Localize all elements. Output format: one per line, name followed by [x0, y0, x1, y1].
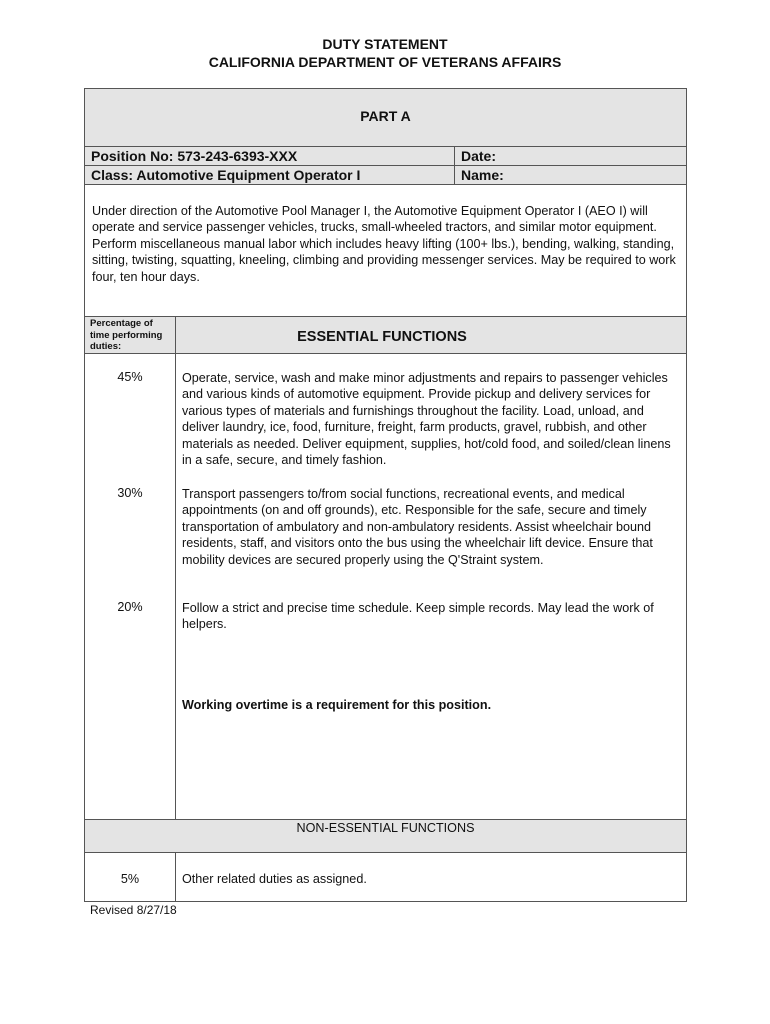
summary-section: [84, 184, 687, 317]
part-a-header: [84, 88, 687, 147]
non-essential-heading: NON-ESSENTIAL FUNCTIONS: [296, 821, 475, 835]
essential-functions-heading: ESSENTIAL FUNCTIONS: [297, 329, 467, 345]
name-label: Name:: [461, 167, 504, 183]
position-number: Position No: 573-243-6393-XXX: [91, 148, 298, 164]
non-essential-header: [84, 819, 687, 853]
date-cell: [454, 146, 687, 166]
percentage-column: [84, 353, 176, 820]
position-number-cell: [84, 146, 455, 166]
document-title: DUTY STATEMENT: [322, 36, 448, 52]
summary-text: Under direction of the Automotive Pool Manager I, the Automotive Equipment Operator I (AEO I) will operate and service passenger vehicles, trucks, small-wheeled tractors, and similar motor equipment. Perform miscellaneous manual labor which includes heavy lifting (100+ lbs.), bending, walking, standing, sitting, twisting, squatting, kneeling, climbing and providing messenger services. May be required to work four, ten hour days.: [92, 204, 676, 284]
duty-1-text: Operate, service, wash and make minor adjustments and repairs to passenger vehicles and various kinds of automotive equipment. Provide pickup and delivery services for various types of materials and furnishings throughout the facility. Load, unload, and deliver laundry, ice, food, furniture, freight, farm products, gravel, rubbish, and other materials as needed. Deliver equipment, supplies, hot/cold food, and soiled/clean linens in a safe, secure, and timely fashion.: [182, 371, 671, 468]
non-essential-text-cell: [175, 852, 687, 902]
duty-2-text: Transport passengers to/from social functions, recreational events, and medical appointments (on and off grounds), etc. Responsible for the safe, secure and timely transportation of ambulatory and non-ambulatory residents. Assist wheelchair bound residents, staff, and visitors onto the bus using the wheelchair lift device. Ensure that mobility devices are secured properly using the Q'Straint system.: [182, 487, 653, 567]
date-label: Date:: [461, 148, 497, 164]
percentage-header: Percentage of time performing duties:: [90, 318, 163, 352]
class-cell: [84, 165, 455, 185]
duty-1-percent: 45%: [117, 370, 143, 384]
non-essential-percent: 5%: [120, 872, 140, 886]
class-title: Class: Automotive Equipment Operator I: [91, 167, 361, 183]
non-essential-text: Other related duties as assigned.: [182, 872, 367, 886]
name-cell: [454, 165, 687, 185]
department-name: CALIFORNIA DEPARTMENT OF VETERANS AFFAIRS: [208, 54, 562, 70]
revised-date: Revised 8/27/18: [90, 903, 177, 917]
duty-3-percent: 20%: [117, 600, 143, 614]
overtime-note: Working overtime is a requirement for this position.: [182, 698, 492, 712]
part-a-label: PART A: [360, 108, 411, 124]
essential-functions-header-cell: [175, 316, 687, 354]
percentage-header-cell: [84, 316, 176, 354]
duty-2-percent: 30%: [117, 486, 143, 500]
non-essential-percent-cell: [84, 852, 176, 902]
duty-3-text: Follow a strict and precise time schedule. Keep simple records. May lead the work of helpers.: [182, 601, 654, 632]
